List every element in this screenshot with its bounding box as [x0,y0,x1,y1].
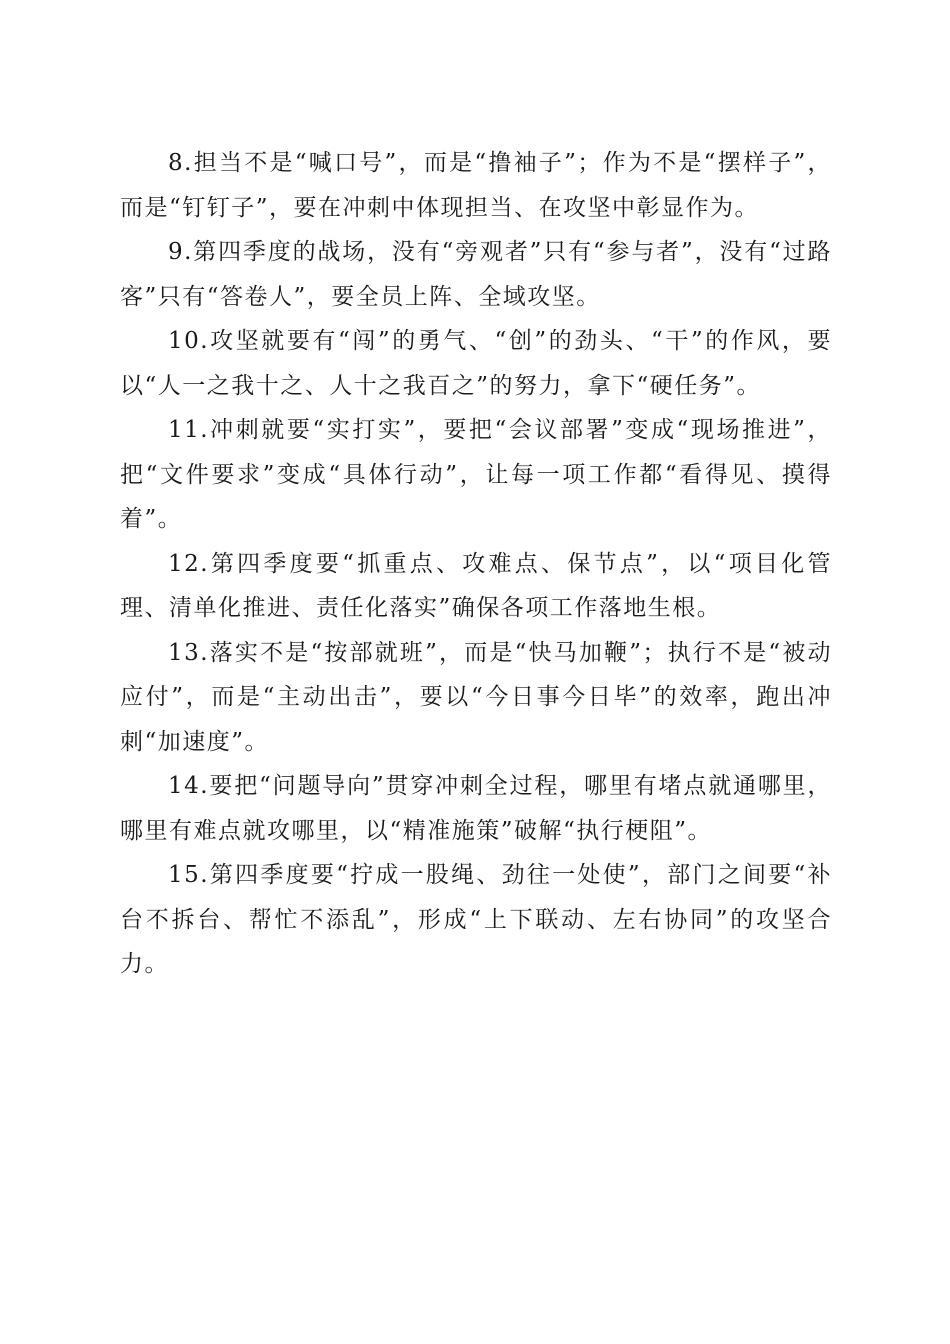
paragraph-12: 12.第四季度要“抓重点、攻难点、保节点”，以“项目化管理、清单化推进、责任化落实”确保各项工作落地生根。 [120,550,832,621]
paragraph-15: 15.第四季度要“拧成一股绳、劲往一处使”，部门之间要“补台不拆台、帮忙不添乱”，形成“上下联动、左右协同”的攻坚合力。 [120,862,832,977]
paragraph-9: 9.第四季度的战场，没有“旁观者”只有“参与者”，没有“过路客”只有“答卷人”，要全员上阵、全域攻坚。 [120,239,832,310]
paragraph-13: 13.落实不是“按部就班”，而是“快马加鞭”；执行不是“被动应付”，而是“主动出击”，要以“今日事今日毕”的效率，跑出冲刺“加速度”。 [120,639,832,755]
paragraph-8: 8.担当不是“喊口号”，而是“撸袖子”；作为不是“摆样子”，而是“钉钉子”，要在冲刺中体现担当、在攻坚中彰显作为。 [120,150,832,221]
paragraph-11: 11.冲刺就要“实打实”，要把“会议部署”变成“现场推进”，把“文件要求”变成“具体行动”，让每一项工作都“看得见、摸得着”。 [120,417,832,532]
paragraph-14: 14.要把“问题导向”贯穿冲刺全过程，哪里有堵点就通哪里，哪里有难点就攻哪里，以“精准施策”破解“执行梗阻”。 [120,773,832,844]
paragraph-10: 10.攻坚就要有“闯”的勇气、“创”的劲头、“干”的作风，要以“人一之我十之、人十之我百之”的努力，拿下“硬任务”。 [120,328,832,399]
document-body [120,141,832,987]
